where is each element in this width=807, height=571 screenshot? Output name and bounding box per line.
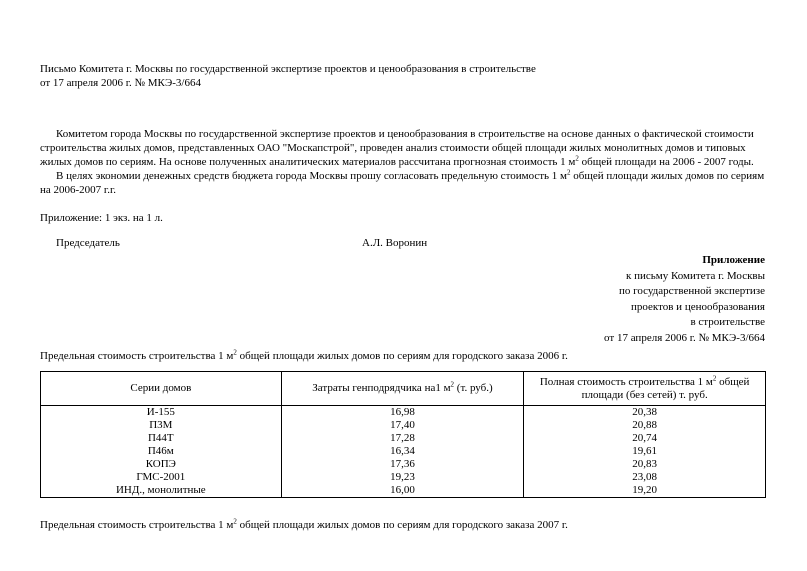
table-row (41, 419, 766, 432)
cell-full-cost: 20,74 (524, 432, 766, 445)
cell-contractor-cost: 17,36 (281, 458, 524, 471)
cell-full-cost: 19,20 (524, 484, 766, 498)
cell-full-cost: 20,83 (524, 458, 766, 471)
price-table-2006 (40, 371, 766, 498)
cell-series: КОПЭ (41, 458, 282, 471)
body-paragraph-1: Комитетом города Москвы по государственной экспертизе проектов и ценообразования в строительстве на основе данных о фактической стоимости строительства жилых домов, представленных ОАО "Москапстрой", проведен анализ стоимости общей площади жилых монолитных домов и типовых жилых домов по сериям. На основе полученных аналитических материалов рассчитана прогнозная стоимость 1 $м^2$ общей площади на 2006 - 2007 годы. (40, 128, 754, 168)
col-header-contractor-cost: Затраты генподрядчика на1 $м^2$ (т. руб.) (281, 372, 524, 406)
cell-series: П44Т (41, 432, 282, 445)
appendix-heading: Приложение (702, 254, 765, 266)
table-row (41, 471, 766, 484)
cell-contractor-cost: 16,98 (281, 406, 524, 420)
table-2007-caption: Предельная стоимость строительства 1 $м^2$ общей площади жилых домов по сериям для городского заказа 2007 г. (40, 517, 568, 531)
table-row (41, 445, 766, 458)
cell-series: И-155 (41, 406, 282, 420)
table-row (41, 432, 766, 445)
table-row (41, 458, 766, 471)
cell-contractor-cost: 16,00 (281, 484, 524, 498)
cell-contractor-cost: 16,34 (281, 445, 524, 458)
table-2006-caption: Предельная стоимость строительства 1 $м^2$ общей площади жилых домов по сериям для городского заказа 2006 г. (40, 348, 568, 362)
table-row (41, 484, 766, 498)
appendix-line: от 17 апреля 2006 г. № МКЭ-3/664 (604, 331, 765, 344)
appendix-line: проектов и ценообразования (630, 300, 765, 313)
cell-series: ИНД., монолитные (41, 484, 282, 498)
cell-series: ГМС-2001 (41, 471, 282, 484)
cell-full-cost: 19,61 (524, 445, 766, 458)
col-header-full-cost: Полная стоимость строительства 1 $м^2$ общей площади (без сетей) т. руб. (524, 372, 766, 406)
table-header-row (41, 372, 766, 406)
appendix-line: по государственной экспертизе (618, 285, 765, 298)
signature-title: Председатель (56, 237, 120, 249)
cell-series: П3М (41, 419, 282, 432)
cell-series: П46м (41, 445, 282, 458)
signature-name: А.Л. Воронин (362, 237, 428, 249)
cell-full-cost: 23,08 (524, 471, 766, 484)
attachment-note: Приложение: 1 экз. на 1 л. (40, 212, 163, 224)
col-header-series: Серии домов (41, 372, 282, 406)
table-row (41, 406, 766, 420)
letter-date-number: от 17 апреля 2006 г. № МКЭ-3/664 (40, 77, 201, 89)
appendix-line: в строительстве (690, 316, 765, 329)
appendix-block (604, 253, 765, 347)
cell-contractor-cost: 17,40 (281, 419, 524, 432)
body-paragraph-2: В целях экономии денежных средств бюджета города Москвы прошу согласовать предельную стоимость 1 $м^2$ общей площади жилых домов по сериям на 2006-2007 г.г. (40, 168, 765, 196)
appendix-line: к письму Комитета г. Москвы (625, 269, 765, 282)
cell-full-cost: 20,88 (524, 419, 766, 432)
cell-contractor-cost: 19,23 (281, 471, 524, 484)
cell-full-cost: 20,38 (524, 406, 766, 420)
cell-contractor-cost: 17,28 (281, 432, 524, 445)
letter-title: Письмо Комитета г. Москвы по государственной экспертизе проектов и ценообразования в строительстве (40, 63, 536, 75)
